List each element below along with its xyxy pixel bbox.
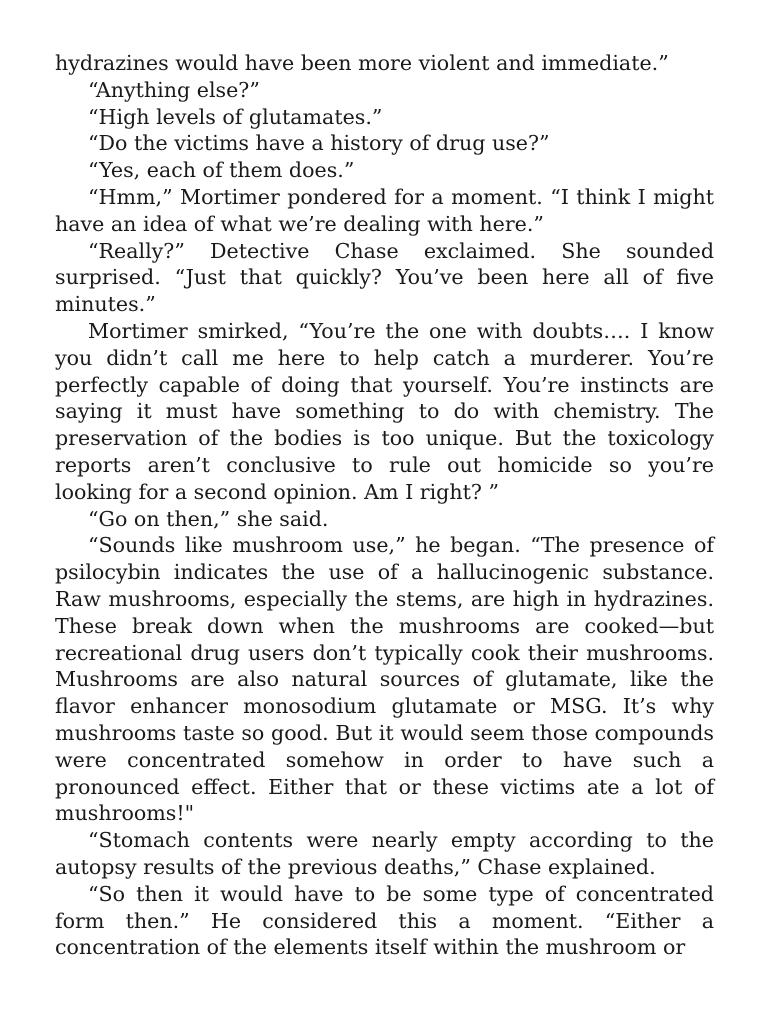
paragraph: “Anything else?” bbox=[88, 77, 260, 102]
paragraph: “Do the victims have a history of drug use?” bbox=[88, 131, 550, 156]
paragraph: “Go on then,” she said. bbox=[88, 506, 329, 531]
paragraph: “Sounds like mushroom use,” he began. “The presence of psilocybin indicates the use of a hallucinogenic substance. Raw mushrooms, especially the stems, are high in hydrazines. These break down when the mushrooms are cooked—but recreational drug users don’t typically cook their mushrooms. Mushrooms are also natural sources of glutamate, like the flavor enhancer monosodium glutamate or MSG. It’s why mushrooms taste so good. But it would seem those compounds were concentrated somehow in order to have such a pronounced effect. Either that or these victims ate a lot of mushrooms!" bbox=[55, 533, 714, 826]
paragraph: “Hmm,” Mortimer pondered for a moment. “I think I might have an idea of what we’re dealing with here.” bbox=[55, 184, 714, 236]
book-page bbox=[55, 50, 714, 961]
paragraph-truncated: “So then it would have to be some type of concentrated form then.” He considered this a moment. “Either a concentration of the elements itself within the mushroom or bbox=[55, 881, 714, 960]
paragraph: “Yes, each of them does.” bbox=[88, 158, 355, 183]
paragraph-continuation: hydrazines would have been more violent and immediate.” bbox=[55, 51, 669, 75]
paragraph: Mortimer smirked, “You’re the one with doubts…. I know you didn’t call me here to help catch a murderer. You’re perfectly capable of doing that yourself. You’re instincts are saying it must have something to do with chemistry. The preservation of the bodies is too unique. But the toxicology reports aren’t conclusive to rule out homicide so you’re looking for a second opinion. Am I right? ” bbox=[55, 318, 714, 504]
paragraph: “Stomach contents were nearly empty according to the autopsy results of the previous deaths,” Chase explained. bbox=[55, 828, 714, 879]
paragraph: “Really?” Detective Chase exclaimed. She sounded surprised. “Just that quickly? You’ve been here all of five minutes.” bbox=[55, 238, 714, 317]
paragraph: “High levels of glutamates.” bbox=[88, 104, 383, 129]
